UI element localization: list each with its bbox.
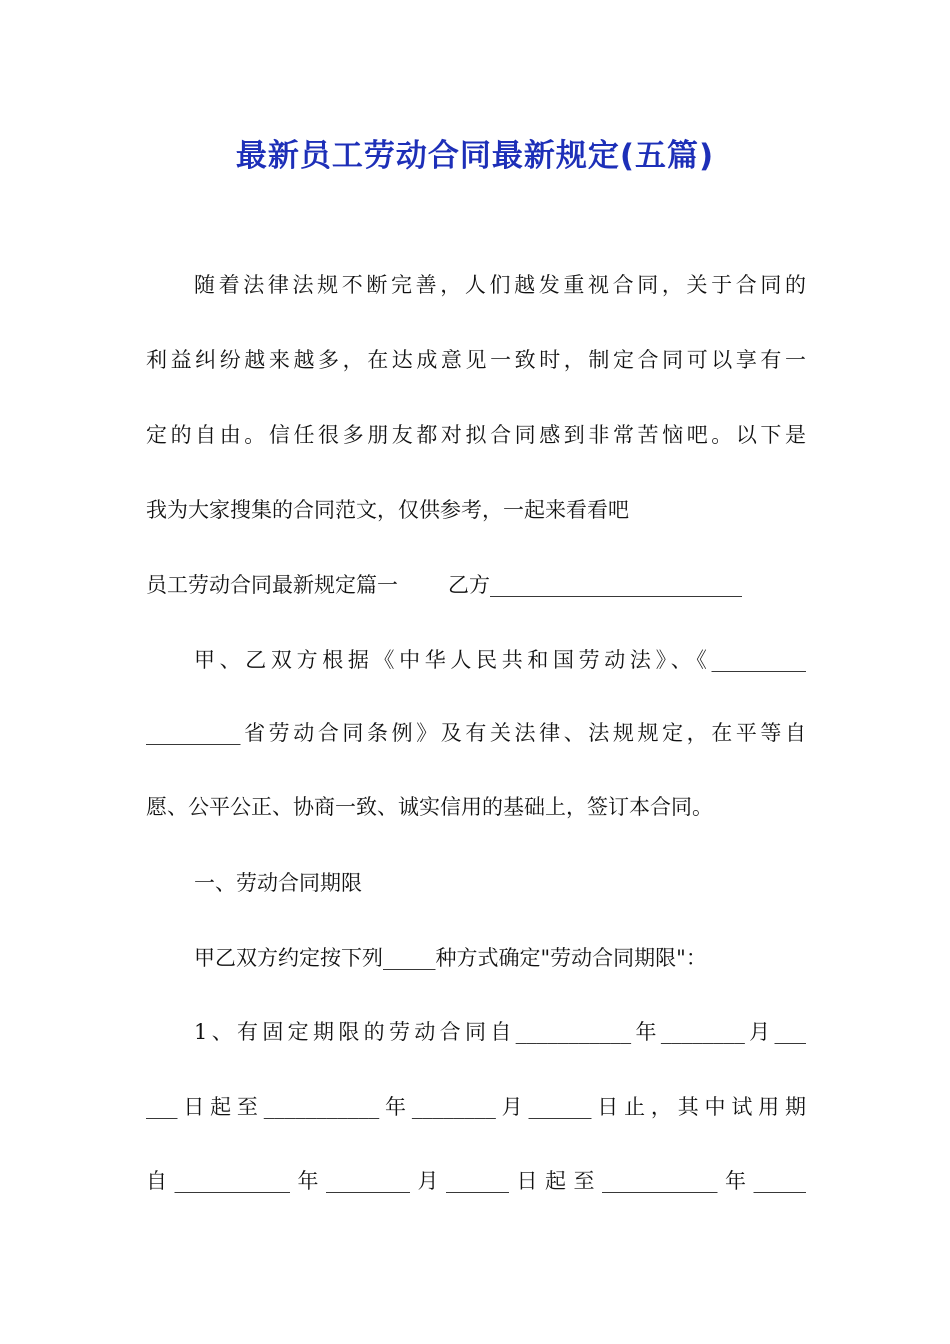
intro-line-4: 我为大家搜集的合同范文，仅供参考，一起来看看吧 <box>146 498 629 522</box>
intro-line-3: 定的自由。信任很多朋友都对拟合同感到非常苦恼吧。以下是 <box>146 423 806 447</box>
clause-1-line-4: 自___________年________月______日起至___________年_____ <box>146 1169 806 1193</box>
basis-line-2: _________省劳动合同条例》及有关法律、法规规定，在平等自 <box>146 721 806 745</box>
basis-line-1: 甲、乙双方根据《中华人民共和国劳动法》、《_________ <box>194 648 806 672</box>
section-heading-row <box>146 570 806 600</box>
clause-1-heading: 一、劳动合同期限 <box>194 871 362 895</box>
intro-line-2: 利益纠纷越来越多，在达成意见一致时，制定合同可以享有一 <box>146 348 806 372</box>
clause-1-line-2: 1、有固定期限的劳动合同自___________年________月___ <box>194 1020 806 1044</box>
section-heading: 员工劳动合同最新规定篇一 <box>146 573 398 597</box>
clause-1-line-1: 甲乙双方约定按下列_____种方式确定"劳动合同期限"： <box>194 946 707 970</box>
basis-line-3: 愿、公平公正、协商一致、诚实信用的基础上，签订本合同。 <box>146 795 713 819</box>
document-title: 最新员工劳动合同最新规定(五篇) <box>235 138 715 174</box>
clause-1-line-3: ___日起至___________年________月______日止，其中试用期 <box>146 1095 806 1119</box>
party-b-field: 乙方________________________ <box>448 573 742 597</box>
intro-line-1: 随着法律法规不断完善，人们越发重视合同，关于合同的 <box>194 273 806 297</box>
